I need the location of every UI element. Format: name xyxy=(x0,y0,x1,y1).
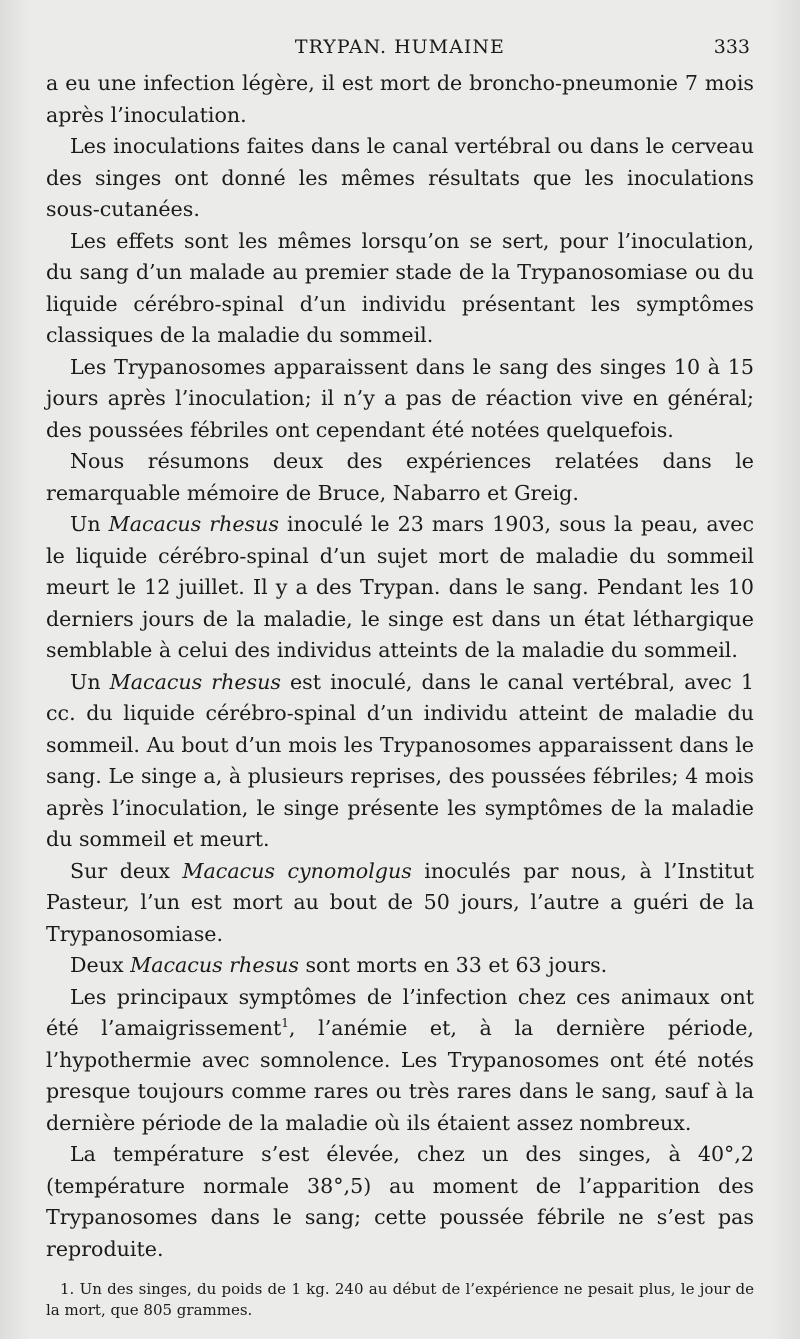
species-name: Macacus rhesus xyxy=(109,669,281,694)
paragraph-1: a eu une infection légère, il est mort de broncho-pneumonie 7 mois après l’inoculation. xyxy=(46,71,754,127)
paragraph-7-text: est inoculé, dans le canal vertébral, avec 1 cc. du liquide cérébro-spinal d’un individu atteint de maladie du sommeil. Au bout d’un mois les Trypanosomes apparaissent dans le sang. Le singe a, à plusieurs reprises, des poussées fébriles; 4 mois après l’inoculation, le singe présente les symptômes de la maladie du sommeil et meurt. xyxy=(46,669,754,851)
paragraph-7-lead: Un xyxy=(70,669,110,694)
running-title: TRYPAN. HUMAINE xyxy=(294,36,505,58)
paragraph-3: Les effets sont les mêmes lorsqu’on se sert, pour l’inoculation, du sang d’un malade au premier stade de la Trypanosomiase ou du liquide cérébro-spinal d’un individu présentant les symptômes classiques de la maladie du sommeil. xyxy=(46,228,754,347)
footnote-reference[interactable]: 1 xyxy=(281,1016,289,1030)
page-number: 333 xyxy=(713,36,750,58)
paragraph-2: Les inoculations faites dans le canal vertébral ou dans le cerveau des singes ont donné les mêmes résultats que les inoculations sous-cutanées. xyxy=(46,134,754,221)
paragraph-6 xyxy=(46,509,754,667)
paragraph-9 xyxy=(46,950,754,982)
paragraph-10-text: , l’anémie et, à la dernière période, l’hypothermie avec somnolence. Les Trypanosomes ont été notés presque toujours comme rares ou très rares dans le sang, sauf à la dernière période de la maladie où ils étaient assez nombreux. xyxy=(46,1016,754,1135)
paragraph-11: La température s’est élevée, chez un des singes, à 40°,2 (température normale 38°,5) au moment de l’apparition des Trypanosomes dans le sang; cette poussée fébrile ne s’est pas reproduite. xyxy=(46,1142,754,1261)
body-text xyxy=(46,68,754,1265)
paragraph-8 xyxy=(46,856,754,951)
paragraph-10 xyxy=(46,982,754,1140)
species-name: Macacus rhesus xyxy=(108,512,279,536)
paragraph-10-lead: Les principaux symptômes de l’infection chez ces animaux ont été l’amaigrissement xyxy=(46,984,754,1040)
paragraph-9-text: sont morts en 33 et 63 jours. xyxy=(298,953,608,977)
paragraph-8-lead: Sur deux xyxy=(70,858,183,883)
footnote: 1. Un des singes, du poids de 1 kg. 240 au début de l’expérience ne pesait plus, le jour de la mort, que 805 grammes. xyxy=(46,1280,754,1319)
species-name: Macacus cynomolgus xyxy=(182,858,412,883)
paragraph-6-lead: Un xyxy=(70,512,109,536)
running-header xyxy=(46,36,754,68)
paragraph-8-text: inoculés par nous, à l’Institut Pasteur, l’un est mort au bout de 50 jours, l’autre a guéri de la Trypanosomiase. xyxy=(46,858,754,946)
paragraph-4: Les Trypanosomes apparaissent dans le sang des singes 10 à 15 jours après l’inoculation; il n’y a pas de réaction vive en général; des poussées fébriles ont cependant été notées quelquefois. xyxy=(46,354,754,442)
paragraph-6-text: inoculé le 23 mars 1903, sous la peau, avec le liquide cérébro-spinal d’un sujet mort de maladie du sommeil meurt le 12 juillet. Il y a des Trypan. dans le sang. Pendant les 10 derniers jours de la maladie, le singe est dans un état léthargique semblable à celui des individus atteints de la maladie du sommeil. xyxy=(46,512,754,662)
paragraph-7 xyxy=(46,667,754,856)
species-name: Macacus rhesus xyxy=(130,953,299,977)
paragraph-5: Nous résumons deux des expériences relatées dans le remarquable mémoire de Bruce, Nabarro et Greig. xyxy=(46,449,754,505)
paragraph-9-lead: Deux xyxy=(70,953,131,977)
